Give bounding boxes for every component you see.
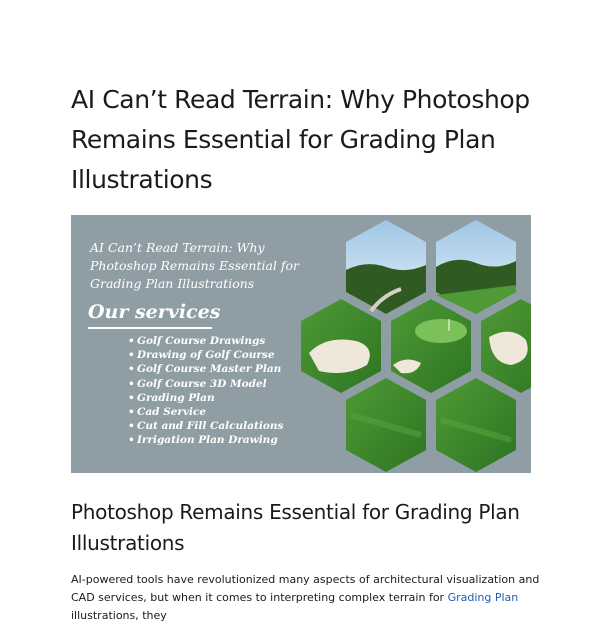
service-item: • Grading Plan bbox=[128, 391, 215, 404]
hex-landscape-2 bbox=[436, 220, 516, 314]
paragraph-text-end: illustrations, they bbox=[71, 609, 167, 622]
service-item: • Irrigation Plan Drawing bbox=[128, 434, 278, 447]
section-heading: Photoshop Remains Essential for Grading Plan Illustrations bbox=[71, 500, 520, 555]
hex-grass-1 bbox=[346, 378, 426, 472]
services-underline bbox=[88, 327, 212, 329]
body-paragraph bbox=[71, 571, 541, 625]
page-title: AI Can’t Read Terrain: Why Photoshop Remains Essential for Grading Plan Illustrations bbox=[71, 85, 530, 194]
hex-grass-2 bbox=[436, 378, 516, 472]
hex-bunker-2 bbox=[481, 299, 531, 393]
paragraph-text-start: AI-powered tools have revolutionized many aspects of architectural visualization and CAD services, but when it comes to interpreting complex terrain for bbox=[71, 573, 540, 604]
hero-image bbox=[71, 215, 531, 473]
service-item: • Golf Course Master Plan bbox=[128, 363, 282, 376]
service-item: • Cut and Fill Calculations bbox=[128, 420, 284, 433]
service-list bbox=[128, 334, 283, 448]
hex-green bbox=[391, 299, 471, 393]
service-item: • Golf Course Drawings bbox=[128, 335, 266, 347]
services-heading: Our services bbox=[88, 301, 221, 323]
hex-bunker-1 bbox=[301, 299, 381, 393]
hex-landscape-1 bbox=[346, 220, 426, 314]
hero-title: AI Can’t Read Terrain: Why Photoshop Remains Essential for Grading Plan Illustrations bbox=[90, 240, 300, 291]
service-item: • Cad Service bbox=[128, 406, 207, 419]
service-item: • Drawing of Golf Course bbox=[128, 349, 275, 362]
grading-plan-link[interactable]: Grading Plan bbox=[447, 591, 519, 604]
service-item: • Golf Course 3D Model bbox=[128, 377, 267, 390]
